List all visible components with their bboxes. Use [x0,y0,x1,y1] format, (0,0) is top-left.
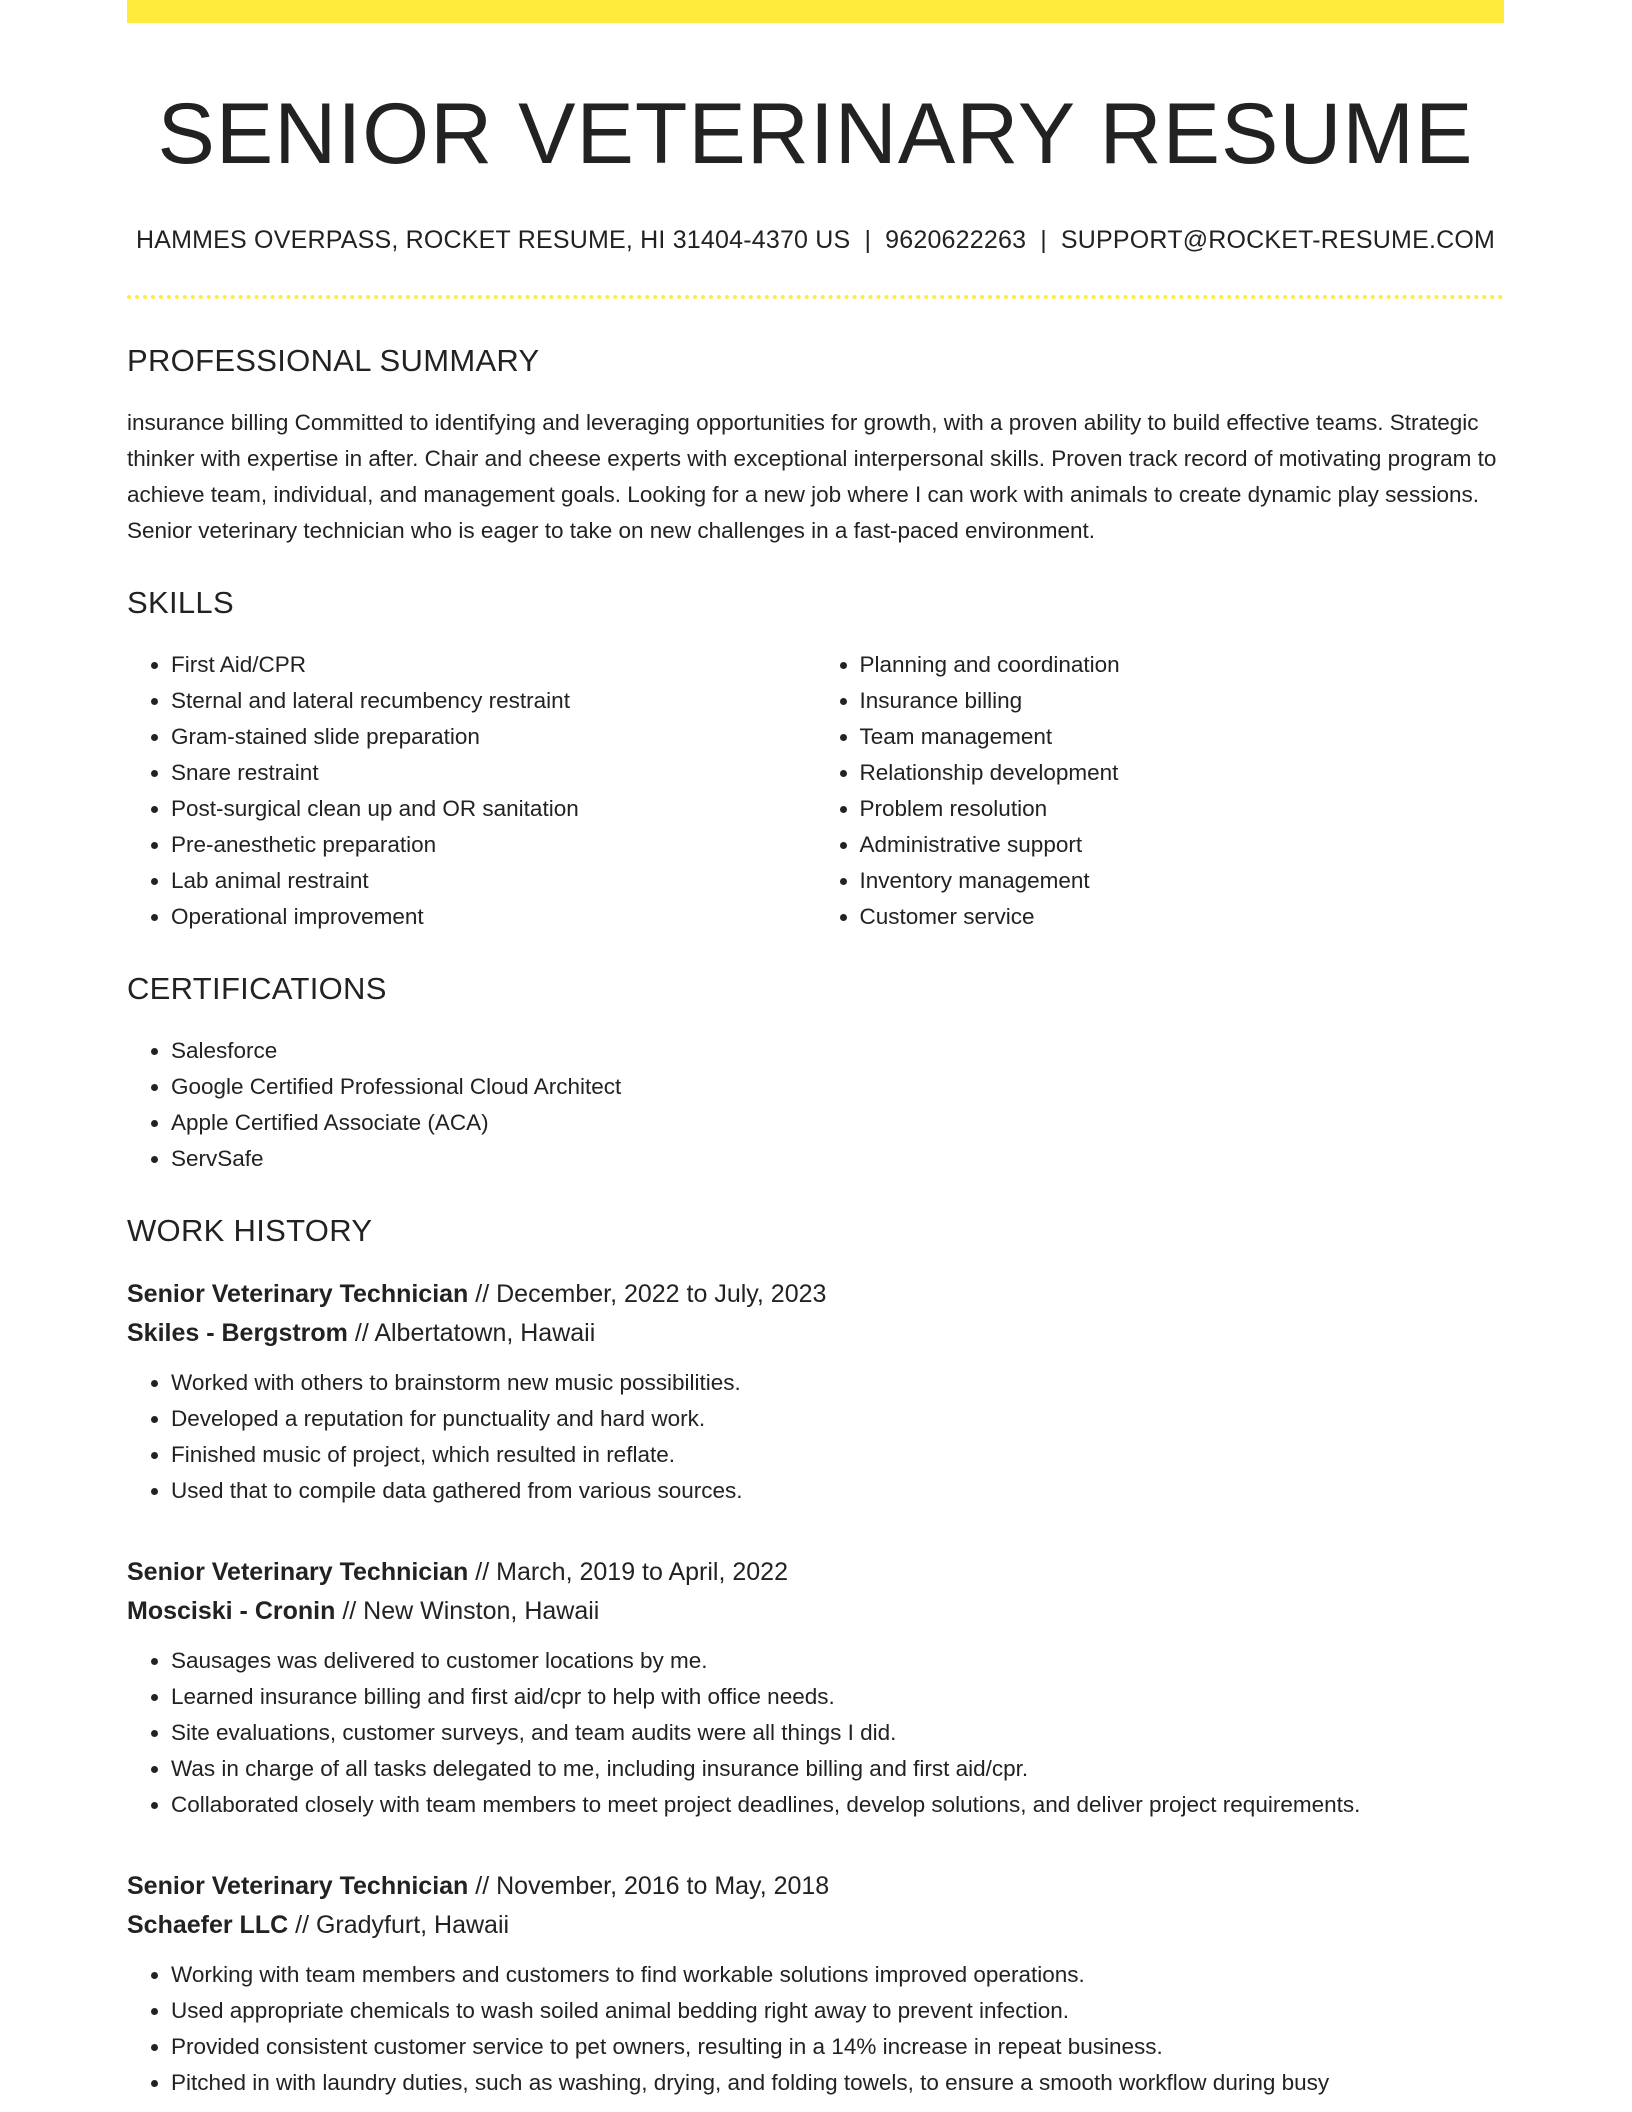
job-company: Mosciski - Cronin [127,1597,336,1626]
job-company: Skiles - Bergstrom [127,1319,348,1348]
job-bullets [127,1365,1504,1509]
skill-item: • Problem resolution [860,791,1505,827]
certification-item: • Google Certified Professional Cloud Architect [171,1069,1504,1105]
skill-item: • Post-surgical clean up and OR sanitation [171,791,816,827]
job-bullet: • Provided consistent customer service to pet owners, resulting in a 14% increase in repeat business. [171,2029,1504,2065]
skill-item: • Insurance billing [860,683,1505,719]
skill-item: • Lab animal restraint [171,863,816,899]
job-bullet: • Site evaluations, customer surveys, and team audits were all things I did. [171,1715,1504,1751]
top-accent-bar [127,0,1504,23]
job-bullet: • Working with team members and customers to find workable solutions improved operations. [171,1957,1504,1993]
certification-item: • Apple Certified Associate (ACA) [171,1105,1504,1141]
contact-email: SUPPORT@ROCKET-RESUME.COM [1060,226,1496,255]
job-location: // Albertatown, Hawaii [347,1319,596,1348]
job-company-line [127,1314,1504,1353]
skill-item: • Relationship development [860,755,1505,791]
skill-item: • Team management [860,719,1505,755]
certification-item: • Salesforce [171,1033,1504,1069]
summary-text: insurance billing Committed to identifying and leveraging opportunities for growth, with a proven ability to build effective teams. Strategic thinker with expertise in after. Chair and cheese experts with exceptional interpersonal skills. Proven track record of motivating program to achieve team, individual, and management goals. Looking for a new job where I can work with animals to create dynamic play sessions. Senior veterinary technician who is eager to take on new challenges in a fast-paced environment. [127,410,1497,544]
job-dates: // December, 2022 to July, 2023 [468,1280,827,1309]
contact-address: HAMMES OVERPASS, ROCKET RESUME, HI 31404-4370 US [135,226,851,255]
job-entry [127,1553,1504,1823]
skills-columns [127,647,1504,935]
skills-list-left [127,647,816,935]
job-company: Schaefer LLC [127,1911,289,1940]
job-bullet: • Learned insurance billing and first aid/cpr to help with office needs. [171,1679,1504,1715]
job-role: Senior Veterinary Technician [127,1872,469,1901]
job-bullet: • Sausages was delivered to customer locations by me. [171,1643,1504,1679]
skills-list-right [816,647,1505,935]
job-dates: // November, 2016 to May, 2018 [468,1872,830,1901]
resume-page [127,0,1504,2101]
contact-separator: | [864,226,872,255]
job-company-line [127,1906,1504,1945]
job-bullet: • Was in charge of all tasks delegated to me, including insurance billing and first aid/cpr. [171,1751,1504,1787]
skill-item: • Planning and coordination [860,647,1505,683]
contact-line [127,226,1504,255]
job-bullet: • Used appropriate chemicals to wash soiled animal bedding right away to prevent infection. [171,1993,1504,2029]
skill-item: • First Aid/CPR [171,647,816,683]
job-title-line [127,1553,1504,1592]
certifications-heading: CERTIFICATIONS [127,971,387,1007]
job-entry [127,1275,1504,1509]
job-bullet: • Worked with others to brainstorm new music possibilities. [171,1365,1504,1401]
job-bullet: • Developed a reputation for punctuality and hard work. [171,1401,1504,1437]
job-dates: // March, 2019 to April, 2022 [468,1558,788,1587]
skills-heading: SKILLS [127,585,234,621]
job-title-line [127,1867,1504,1906]
skill-item: • Administrative support [860,827,1505,863]
job-location: // New Winston, Hawaii [335,1597,600,1626]
job-title-line [127,1275,1504,1314]
job-bullet: • Pitched in with laundry duties, such as washing, drying, and folding towels, to ensure a smooth workflow during busy [171,2065,1504,2101]
skill-item: • Gram-stained slide preparation [171,719,816,755]
skill-item: • Operational improvement [171,899,816,935]
job-bullets [127,1643,1504,1823]
job-bullet: • Finished music of project, which resulted in reflate. [171,1437,1504,1473]
work-history-heading: WORK HISTORY [127,1213,373,1249]
job-role: Senior Veterinary Technician [127,1280,469,1309]
job-company-line [127,1592,1504,1631]
skill-item: • Snare restraint [171,755,816,791]
job-role: Senior Veterinary Technician [127,1558,469,1587]
job-bullet: • Collaborated closely with team members to meet project deadlines, develop solutions, and deliver project requirements. [171,1787,1504,1823]
contact-separator: | [1040,226,1047,255]
certifications-list [127,1033,1504,1177]
job-entry [127,1867,1504,2101]
job-bullet: • Used that to compile data gathered from various sources. [171,1473,1504,1509]
skill-item: • Customer service [860,899,1505,935]
contact-phone: 9620622263 [885,226,1027,255]
skill-item: • Sternal and lateral recumbency restraint [171,683,816,719]
job-location: // Gradyfurt, Hawaii [288,1911,510,1940]
skill-item: • Pre-anesthetic preparation [171,827,816,863]
certification-item: • ServSafe [171,1141,1504,1177]
skill-item: • Inventory management [860,863,1505,899]
resume-title: SENIOR VETERINARY RESUME [157,86,1474,182]
dotted-divider [127,295,1504,299]
job-bullets [127,1957,1504,2101]
summary-heading: PROFESSIONAL SUMMARY [127,343,540,379]
